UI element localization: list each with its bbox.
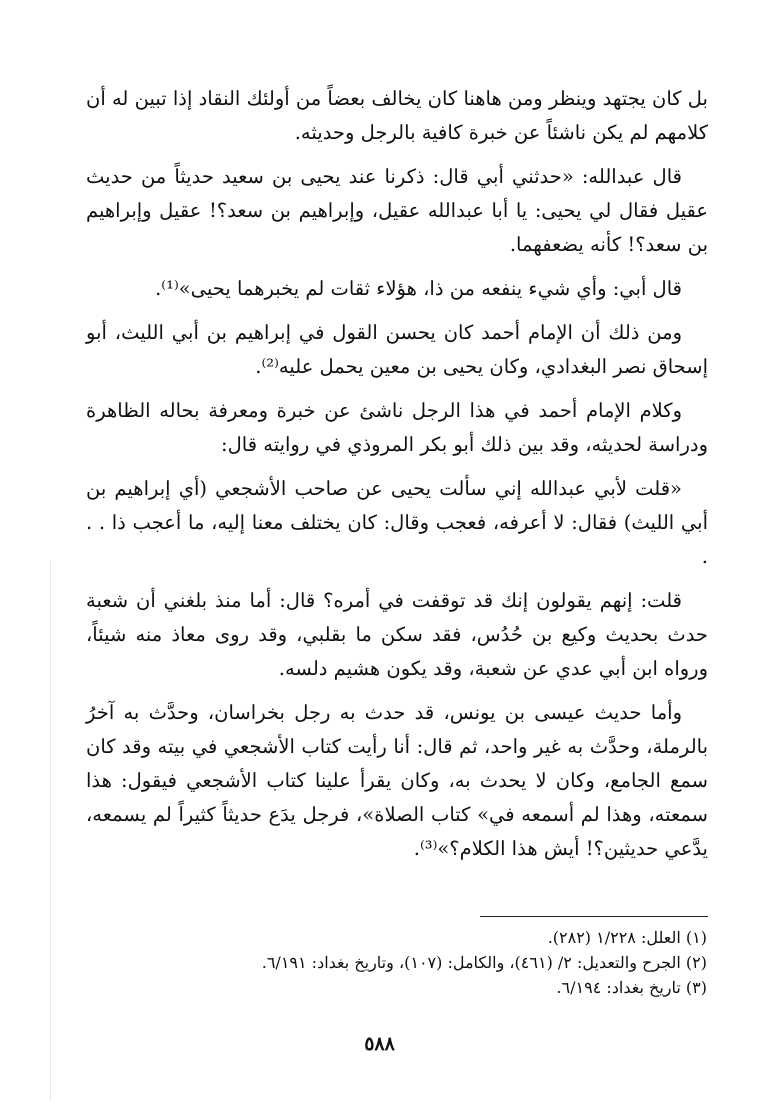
paragraph-5: وكلام الإمام أحمد في هذا الرجل ناشئ عن خبرة ومعرفة بحاله الظاهرة ودراسة لحديثه، وقد بين ذلك أبو بكر المروذي في روايته قال:	[86, 399, 708, 456]
paragraph-2: قال عبدالله: «حدثني أبي قال: ذكرنا عند يحيى بن سعيد حديثاً من حديث عقيل فقال لي يحيى: يا أبا عبدالله عقيل، وإبراهيم بن سعد؟! عقيل وإبراهيم بن سعد؟! كأنه يضعفهما.	[86, 165, 708, 256]
paragraph-8: وأما حديث عيسى بن يونس، قد حدث به رجل بخراسان، وحدَّث به آخرُ بالرملة، وحدَّث به غير واحد، ثم قال: أنا رأيت كتاب الأشجعي في بيته وقد كان سمع الجامع، وكان لا يحدث به، وكان يقرأ علينا كتاب الأشجعي فيقول: هذا سمعته، وهذا لم أسمعه في» كتاب الصلاة»، فرجل يدَع حديثاً كثيراً لم يسمعه، يدَّعي حديثين؟! أيش هذا الكلام؟»⁽³⁾.	[86, 701, 708, 860]
paragraph-1: بل كان يجتهد وينظر ومن هاهنا كان يخالف بعضاً من أولئك النقاد إذا تبين له أن كلامهم لم يكن ناشئاً عن خبرة كافية بالرجل وحديثه.	[86, 87, 708, 144]
paragraph-6: «قلت لأبي عبدالله إني سألت يحيى عن صاحب الأشجعي (أي إبراهيم بن أبي الليث) فقال: لا أعرفه، فعجب وقال: كان يختلف معنا إليه، ما أعجب ذا . . .	[86, 477, 708, 568]
footnote-separator	[480, 916, 708, 917]
paragraph-4: ومن ذلك أن الإمام أحمد كان يحسن القول في إبراهيم بن أبي الليث، أبو إسحاق نصر البغدادي، وكان يحيى بن معين يحمل عليه⁽²⁾.	[86, 321, 708, 378]
footnote-2: (٢) الجرح والتعديل: ٢/ (٤٦١)، والكامل: (١٠٧)، وتاريخ بغداد: ٦/١٩١.	[261, 953, 707, 972]
paragraph-3: قال أبي: وأي شيء ينفعه من ذا، هؤلاء ثقات لم يخبرهما يحيى»⁽¹⁾.	[155, 277, 682, 300]
page-edge-line	[50, 560, 51, 1100]
page-number: ٥٨٨	[364, 1033, 395, 1055]
footnotes	[86, 925, 707, 1000]
main-text	[86, 82, 708, 876]
footnote-3: (٣) تاريخ بغداد: ٦/١٩٤.	[556, 978, 707, 997]
paragraph-7: قلت: إنهم يقولون إنك قد توقفت في أمره؟ قال: أما منذ بلغني أن شعبة حدث بحديث وكيع بن حُدُس، فقد سكن ما بقلبي، وقد روى معاذ منه شيئاً، ورواه ابن أبي عدي عن شعبة، وقد يكون هشيم دلسه.	[86, 589, 708, 680]
footnote-1: (١) العلل: ١/٢٢٨ (٢٨٢).	[547, 928, 707, 947]
